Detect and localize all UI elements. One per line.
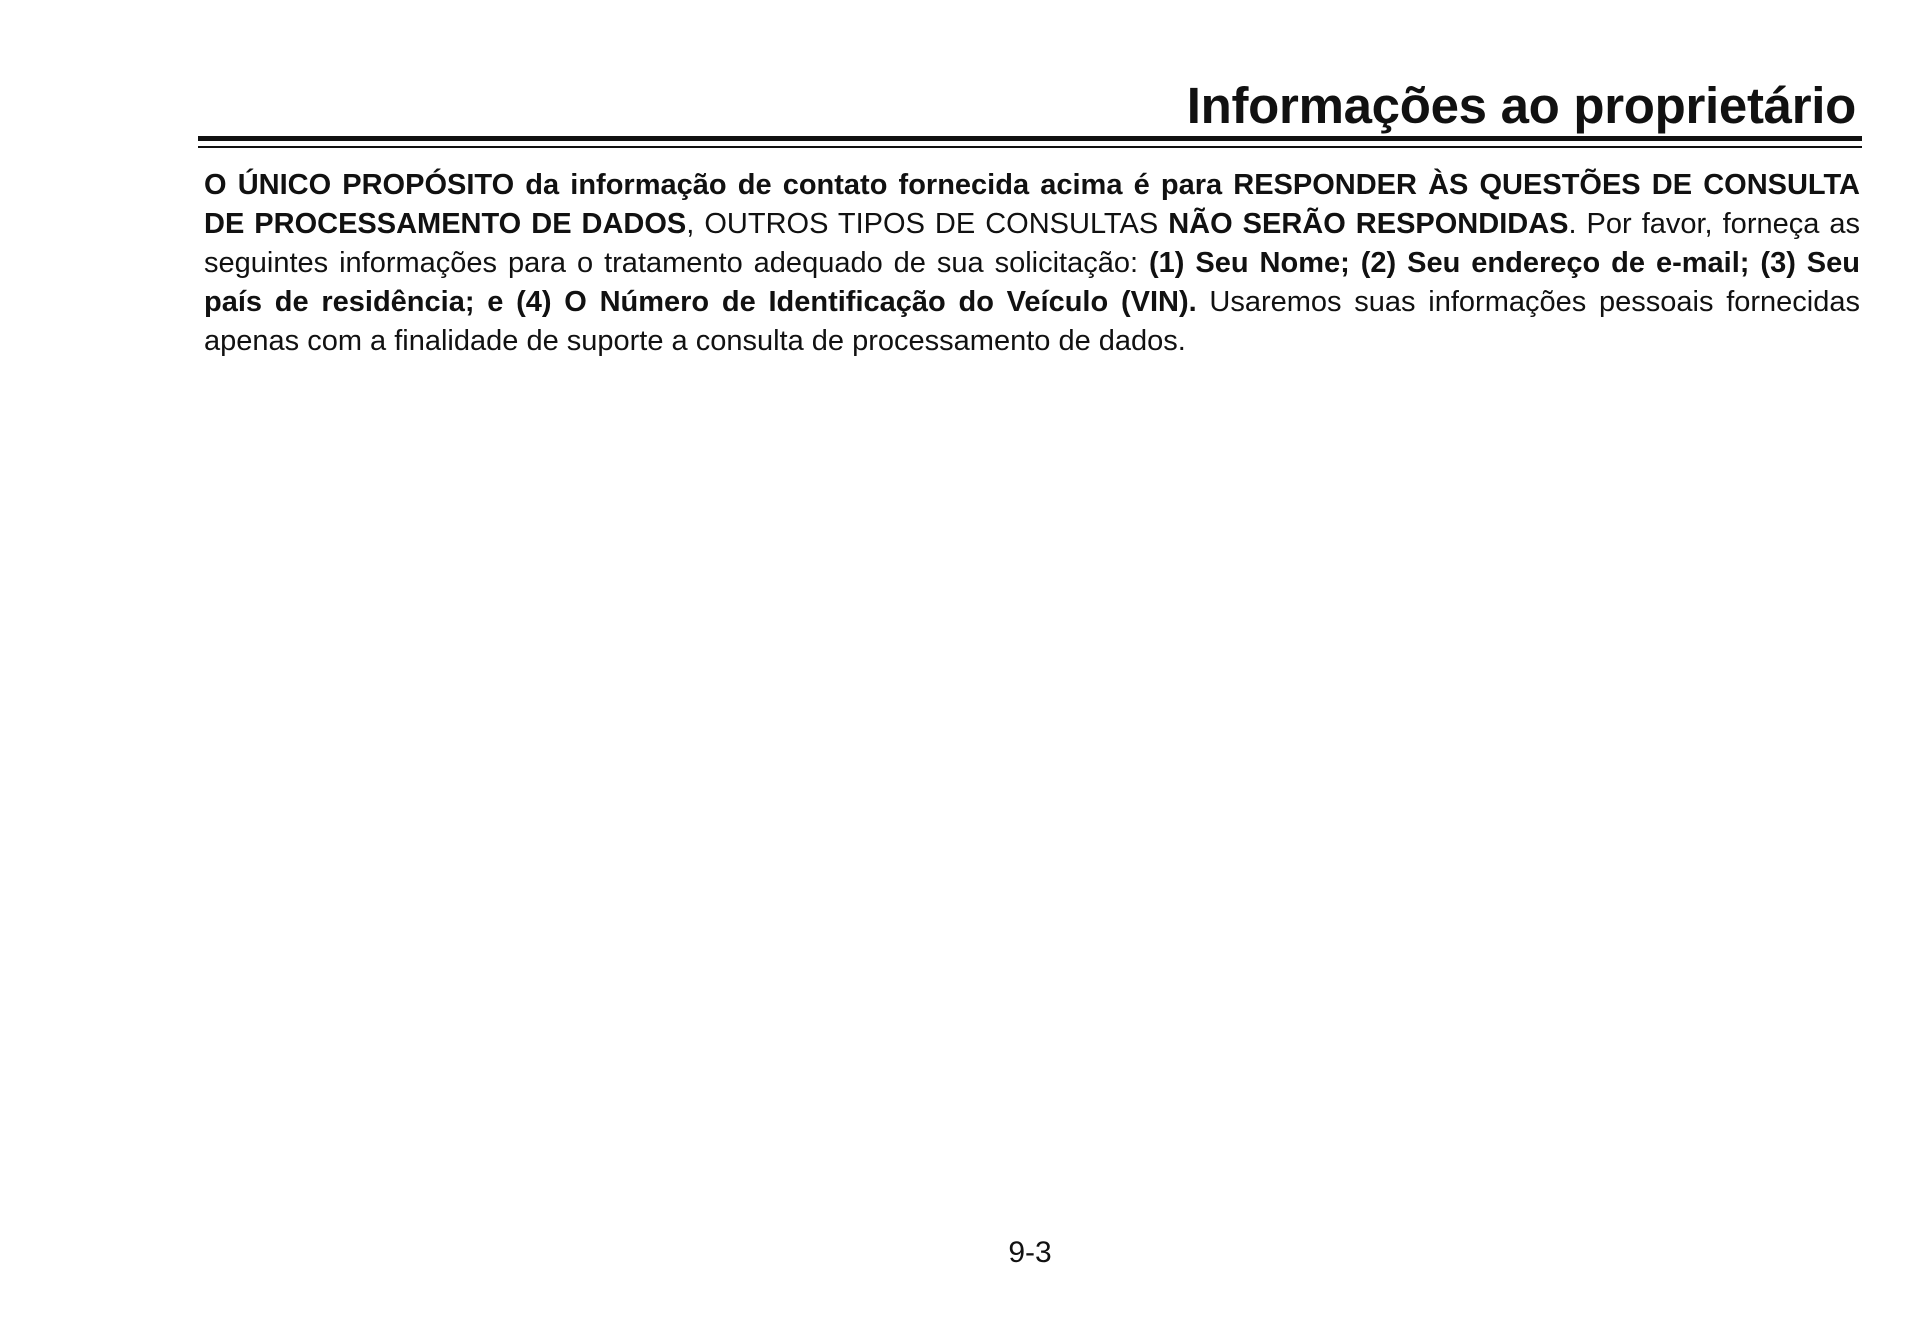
purpose-statement: O ÚNICO PROPÓSITO da informação de contato fornecida acima é para RESPONDER ÀS QUESTÕES DE CONSULTA DE PROCESSAMENTO DE DADOS	[204, 169, 1860, 240]
header-rule-thick	[198, 136, 1862, 141]
usage-statement: Usaremos suas informações pessoais fornecidas apenas com a finalidade de suporte a consulta de processamento de dados.	[204, 286, 1860, 357]
page-number: 9-3	[1008, 1236, 1052, 1269]
other-inquiries-text: , OUTROS TIPOS DE CONSULTAS	[686, 208, 1169, 240]
not-answered-statement: NÃO SERÃO RESPONDIDAS	[1168, 208, 1569, 240]
required-info-list: (1) Seu Nome; (2) Seu endereço de e-mail; (3) Seu país de residência; e (4) O Número de Identificação do Veículo (VIN).	[204, 247, 1860, 318]
page-header	[198, 76, 1862, 148]
request-info-text: . Por favor, forneça as seguintes informações para o tratamento adequado de sua solicitação:	[204, 208, 1860, 279]
privacy-contact-paragraph	[204, 166, 1860, 361]
header-rule-thin	[198, 146, 1862, 148]
page-title: Informações ao proprietário	[1186, 77, 1856, 134]
